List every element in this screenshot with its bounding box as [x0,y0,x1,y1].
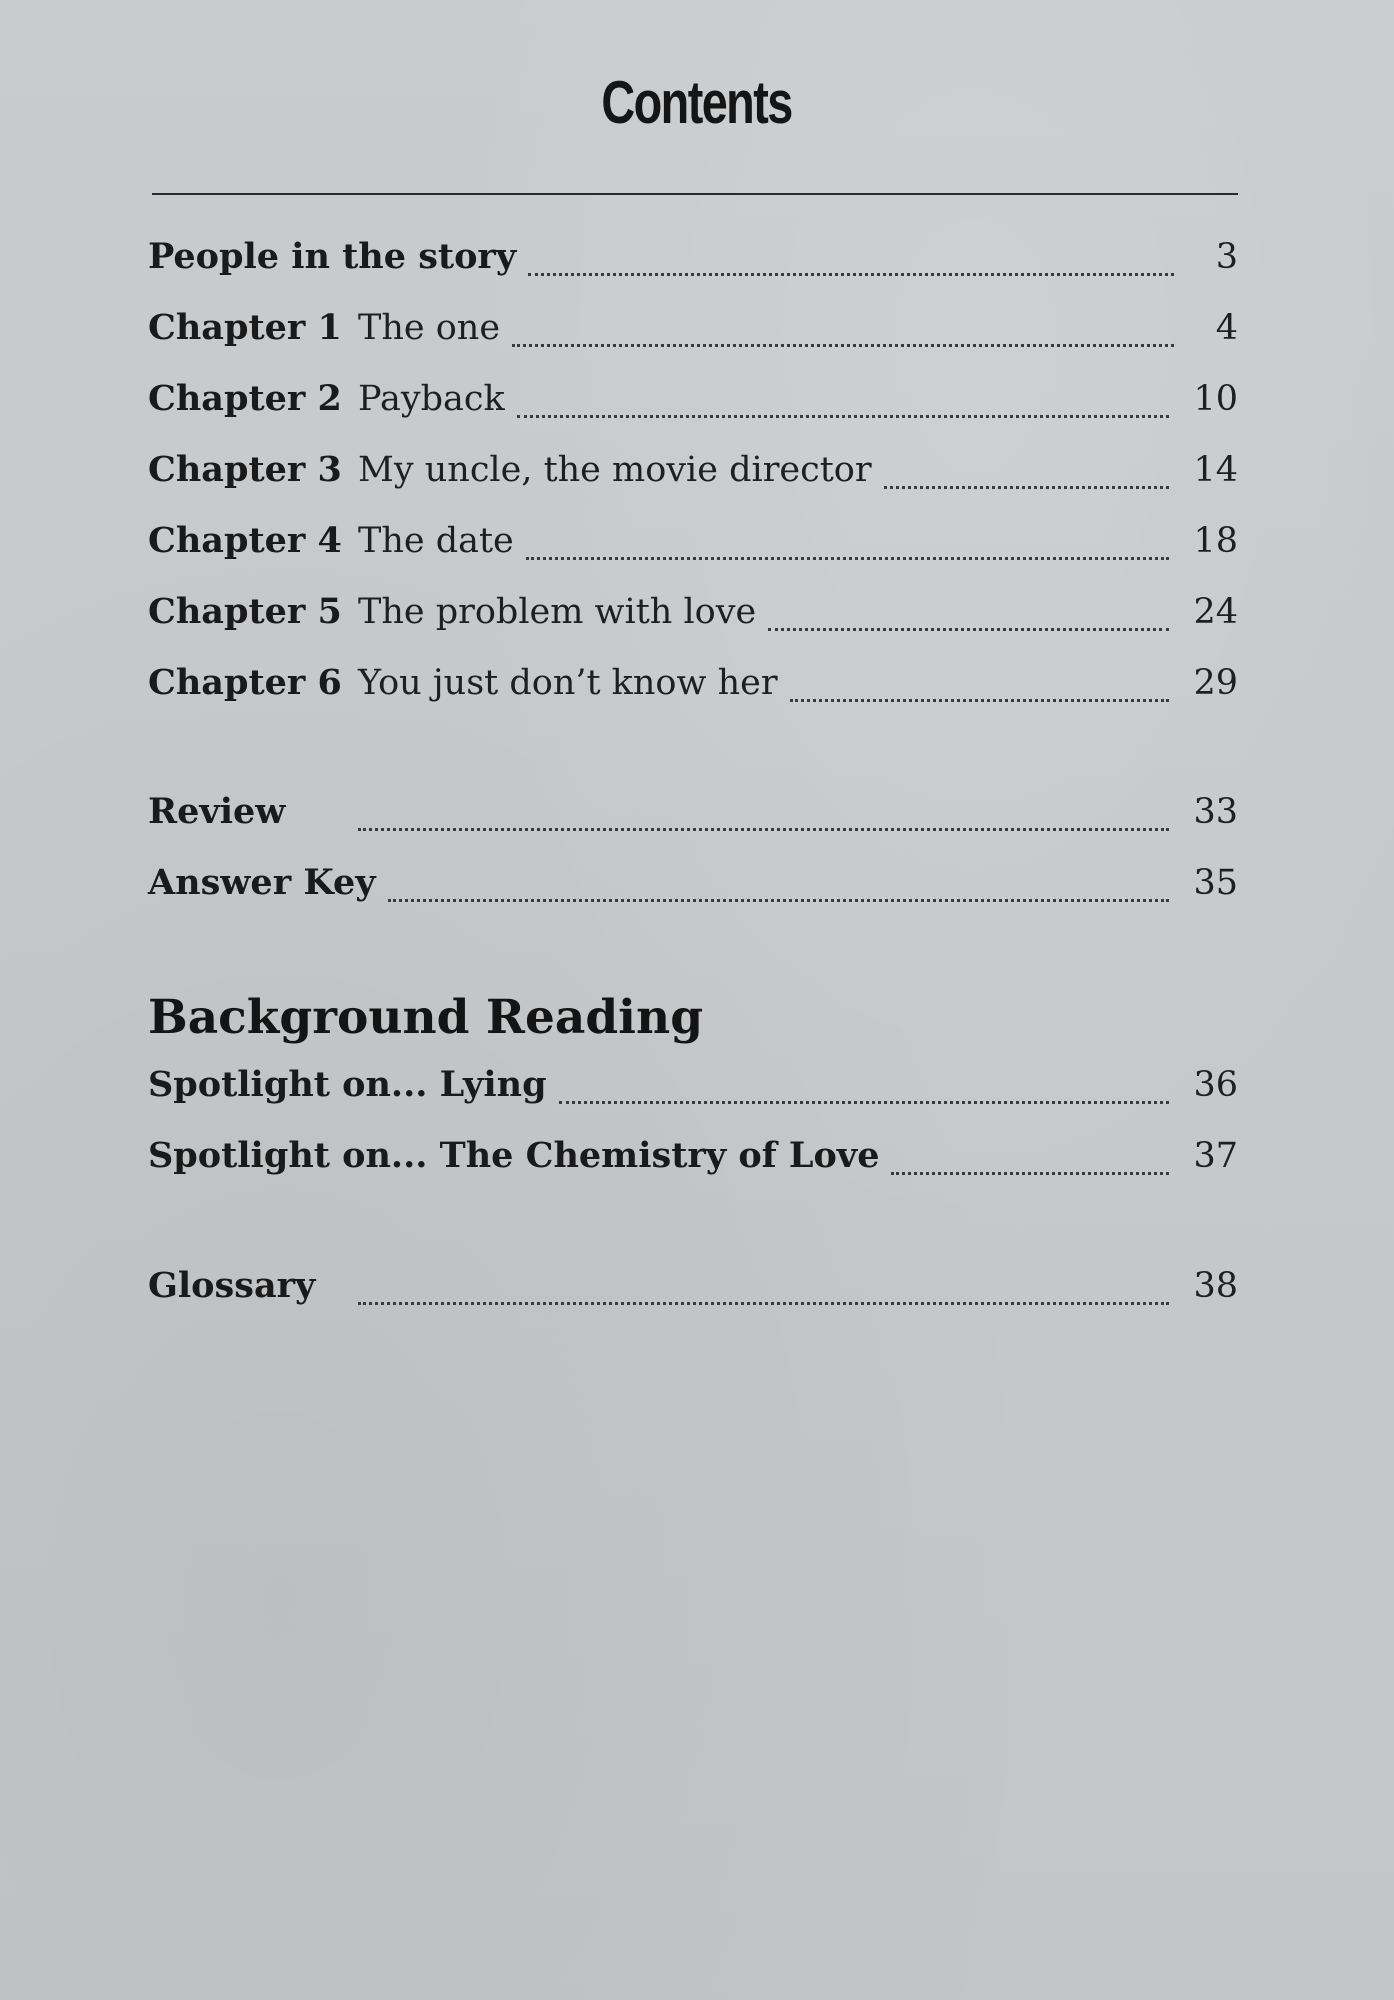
chapter-label: Chapter 3 [148,449,342,490]
chapter-title: The problem with love [358,592,757,632]
dot-leader [768,628,1169,631]
toc-entry-people[interactable] [148,236,1238,286]
toc-page-number: 36 [1193,1065,1238,1105]
toc-label: Spotlight on... Lying [148,1064,547,1105]
toc-page-number: 33 [1193,792,1238,832]
toc-entry-glossary[interactable] [148,1265,1238,1315]
dot-leader [790,699,1170,702]
toc-entry-review[interactable] [148,791,1238,841]
title-divider [152,193,1238,195]
chapter-label: Chapter 5 [148,591,342,632]
toc-page-number: 4 [1215,308,1238,348]
toc-entry-chapter-2[interactable] [148,378,1238,428]
toc-entry-chapter-3[interactable] [148,449,1238,499]
dot-leader [358,828,1169,831]
dot-leader [559,1101,1170,1104]
toc-page-number: 35 [1193,863,1238,903]
toc-entry-spotlight-chemistry[interactable] [148,1135,1238,1185]
toc-entry-chapter-4[interactable] [148,520,1238,570]
dot-leader [512,344,1174,347]
toc-page-number: 37 [1193,1136,1238,1176]
toc-label: Answer Key [148,862,376,903]
chapter-title: The one [358,308,501,348]
toc-entry-answer-key[interactable] [148,862,1238,912]
toc-page-number: 3 [1215,237,1238,277]
chapter-title: You just don’t know her [358,663,778,703]
background-reading-heading: Background Reading [148,990,704,1045]
dot-leader [517,415,1170,418]
chapter-label: Chapter 2 [148,378,342,419]
chapter-title: My uncle, the movie director [358,450,872,490]
dot-leader [528,273,1174,276]
toc-page-number: 10 [1193,379,1238,419]
chapter-label: Chapter 1 [148,307,342,348]
dot-leader [884,486,1170,489]
toc-entry-spotlight-lying[interactable] [148,1064,1238,1114]
dot-leader [526,557,1170,560]
toc-page-number: 14 [1193,450,1238,490]
chapter-title: Payback [358,379,505,419]
toc-page-number: 24 [1193,592,1238,632]
toc-page-number: 18 [1193,521,1238,561]
dot-leader [891,1172,1169,1175]
toc-entry-chapter-6[interactable] [148,662,1238,712]
toc-page-number: 38 [1193,1266,1238,1306]
chapter-label: Chapter 4 [148,520,342,561]
toc-label: Spotlight on... The Chemistry of Love [148,1135,880,1176]
dot-leader [388,899,1170,902]
page-title: Contents [601,69,792,136]
chapter-title: The date [358,521,514,561]
toc-page-number: 29 [1193,663,1238,703]
chapter-label: Chapter 6 [148,662,342,703]
dot-leader [358,1302,1169,1305]
toc-entry-chapter-1[interactable] [148,307,1238,357]
toc-label: Glossary [148,1265,316,1306]
toc-label: Review [148,791,286,832]
toc-label: People in the story [148,236,517,277]
toc-entry-chapter-5[interactable] [148,591,1238,641]
